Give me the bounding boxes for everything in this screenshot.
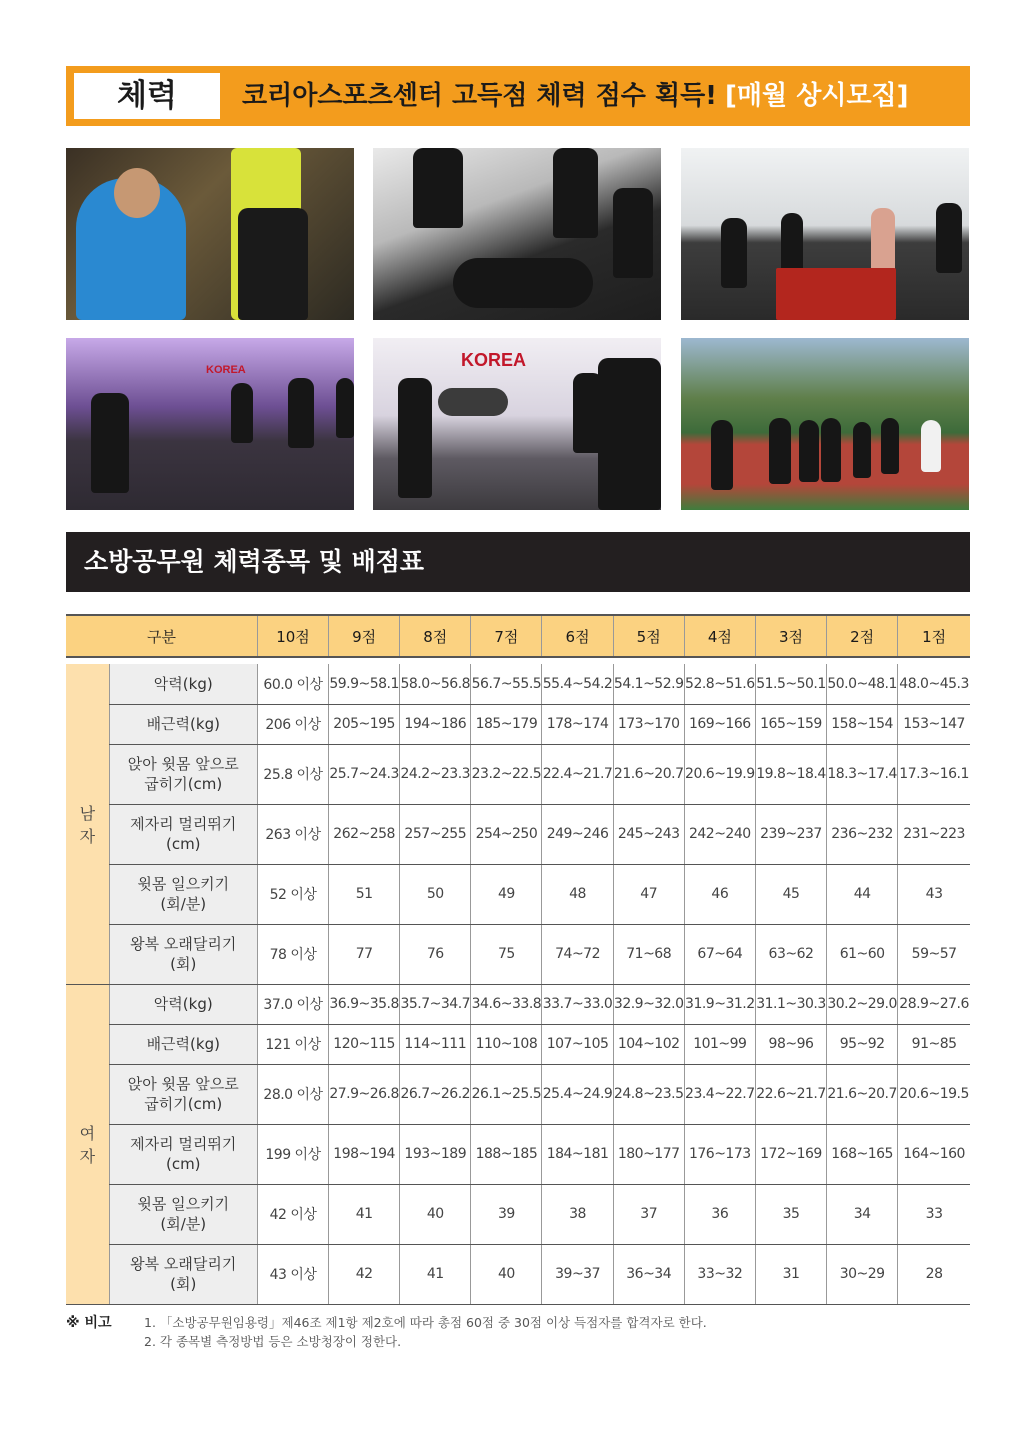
score-cell: 231~223 [898,804,970,864]
score-cell: 165~159 [755,704,826,744]
header-cell: 8점 [400,615,471,657]
score-cell: 173~170 [613,704,684,744]
note-line: 2. 각 종목별 측정방법 등은 소방청장이 정한다. [144,1334,402,1349]
score-cell: 30.2~29.0 [827,984,898,1024]
score-cell: 75 [471,924,542,984]
score-cell: 30~29 [827,1244,898,1304]
score-cell: 206 이상 [257,704,328,744]
table-row [66,1244,970,1304]
score-cell: 49 [471,864,542,924]
score-cell: 20.6~19.5 [898,1064,970,1124]
score-table [66,614,970,1305]
score-cell: 63~62 [755,924,826,984]
score-cell: 27.9~26.8 [329,1064,400,1124]
score-cell: 91~85 [898,1024,970,1064]
score-cell: 51.5~50.1 [755,664,826,704]
photo-gym-exercise [681,148,969,320]
score-cell: 48.0~45.3 [898,664,970,704]
photo-running-track [681,338,969,510]
event-label: 배근력(kg) [109,1024,257,1064]
score-cell: 20.6~19.9 [684,744,755,804]
table-row [66,704,970,744]
table-row [66,1024,970,1064]
score-cell: 76 [400,924,471,984]
score-cell: 22.4~21.7 [542,744,613,804]
event-label: 앉아 윗몸 앞으로 굽히기(cm) [109,744,257,804]
header-cell: 6점 [542,615,613,657]
header-banner [66,66,970,126]
score-cell: 107~105 [542,1024,613,1064]
score-cell: 98~96 [755,1024,826,1064]
table-row [66,984,970,1024]
score-cell: 254~250 [471,804,542,864]
table-row [66,1064,970,1124]
score-cell: 37 [613,1184,684,1244]
score-cell: 17.3~16.1 [898,744,970,804]
score-cell: 249~246 [542,804,613,864]
score-cell: 33 [898,1184,970,1244]
score-cell: 194~186 [400,704,471,744]
score-cell: 104~102 [613,1024,684,1064]
score-cell: 245~243 [613,804,684,864]
score-cell: 59.9~58.1 [329,664,400,704]
score-cell: 257~255 [400,804,471,864]
score-cell: 32.9~32.0 [613,984,684,1024]
score-cell: 50 [400,864,471,924]
table-row [66,924,970,984]
score-cell: 59~57 [898,924,970,984]
score-cell: 24.2~23.3 [400,744,471,804]
score-cell: 28 [898,1244,970,1304]
table-row [66,664,970,704]
header-cell: 1점 [898,615,970,657]
banner-recruit-note: [매월 상시모집] [725,81,909,111]
score-cell: 51 [329,864,400,924]
score-cell: 114~111 [400,1024,471,1064]
score-cell: 36~34 [613,1244,684,1304]
banner-tag: 체력 [74,73,220,119]
score-cell: 184~181 [542,1124,613,1184]
score-cell: 176~173 [684,1124,755,1184]
header-cell: 2점 [827,615,898,657]
event-label: 제자리 멀리뛰기 (cm) [109,804,257,864]
table-header-row [66,615,970,657]
score-cell: 36.9~35.8 [329,984,400,1024]
score-cell: 25.7~24.3 [329,744,400,804]
score-cell: 19.8~18.4 [755,744,826,804]
score-cell: 26.1~25.5 [471,1064,542,1124]
score-cell: 43 [898,864,970,924]
score-cell: 52.8~51.6 [684,664,755,704]
score-cell: 33~32 [684,1244,755,1304]
table-row [66,1124,970,1184]
score-cell: 34 [827,1184,898,1244]
score-cell: 41 [329,1184,400,1244]
score-cell: 110~108 [471,1024,542,1064]
score-cell: 48 [542,864,613,924]
score-cell: 169~166 [684,704,755,744]
score-cell: 164~160 [898,1124,970,1184]
event-label: 악력(kg) [109,984,257,1024]
event-label: 왕복 오래달리기 (회) [109,1244,257,1304]
table-row [66,744,970,804]
score-cell: 263 이상 [257,804,328,864]
score-cell: 23.2~22.5 [471,744,542,804]
score-cell: 28.9~27.6 [898,984,970,1024]
header-cell: 3점 [755,615,826,657]
score-cell: 185~179 [471,704,542,744]
score-cell: 39 [471,1184,542,1244]
table-row [66,1184,970,1244]
header-cell: 9점 [329,615,400,657]
score-cell: 236~232 [827,804,898,864]
score-cell: 74~72 [542,924,613,984]
score-cell: 54.1~52.9 [613,664,684,704]
score-cell: 23.4~22.7 [684,1064,755,1124]
table-spacer [66,657,970,664]
score-cell: 36 [684,1184,755,1244]
score-cell: 31 [755,1244,826,1304]
note-line: 1. 「소방공무원임용령」제46조 제1항 제2호에 따라 총점 60점 중 30점 이상 득점자를 합격자로 한다. [144,1315,707,1330]
score-cell: 95~92 [827,1024,898,1064]
score-cell: 120~115 [329,1024,400,1064]
score-cell: 34.6~33.8 [471,984,542,1024]
score-cell: 40 [400,1184,471,1244]
banner-title [242,66,909,126]
score-cell: 40 [471,1244,542,1304]
header-cell: 구분 [66,615,257,657]
score-cell: 38 [542,1184,613,1244]
score-cell: 178~174 [542,704,613,744]
score-cell: 35 [755,1184,826,1244]
score-cell: 33.7~33.0 [542,984,613,1024]
score-cell: 198~194 [329,1124,400,1184]
score-cell: 31.9~31.2 [684,984,755,1024]
score-cell: 71~68 [613,924,684,984]
header-cell: 4점 [684,615,755,657]
event-label: 왕복 오래달리기 (회) [109,924,257,984]
event-label: 제자리 멀리뛰기 (cm) [109,1124,257,1184]
score-cell: 43 이상 [257,1244,328,1304]
gym-sign-1: KOREA [206,364,246,376]
gender-cell: 여 자 [66,984,109,1304]
score-cell: 42 [329,1244,400,1304]
score-cell: 158~154 [827,704,898,744]
table-row [66,864,970,924]
score-cell: 46 [684,864,755,924]
score-cell: 26.7~26.2 [400,1064,471,1124]
score-cell: 18.3~17.4 [827,744,898,804]
score-cell: 188~185 [471,1124,542,1184]
score-cell: 242~240 [684,804,755,864]
score-cell: 205~195 [329,704,400,744]
notes-heading: ※ 비고 [66,1315,112,1331]
score-cell: 61~60 [827,924,898,984]
score-cell: 52 이상 [257,864,328,924]
score-cell: 193~189 [400,1124,471,1184]
table-row [66,804,970,864]
score-cell: 44 [827,864,898,924]
event-label: 윗몸 일으키기 (회/분) [109,864,257,924]
score-cell: 56.7~55.5 [471,664,542,704]
score-cell: 77 [329,924,400,984]
score-cell: 25.8 이상 [257,744,328,804]
score-cell: 78 이상 [257,924,328,984]
header-cell: 5점 [613,615,684,657]
score-cell: 24.8~23.5 [613,1064,684,1124]
score-cell: 199 이상 [257,1124,328,1184]
score-cell: 35.7~34.7 [400,984,471,1024]
score-cell: 172~169 [755,1124,826,1184]
score-cell: 121 이상 [257,1024,328,1064]
score-cell: 25.4~24.9 [542,1064,613,1124]
event-label: 앉아 윗몸 앞으로 굽히기(cm) [109,1064,257,1124]
score-cell: 180~177 [613,1124,684,1184]
score-cell: 168~165 [827,1124,898,1184]
event-label: 윗몸 일으키기 (회/분) [109,1184,257,1244]
score-cell: 41 [400,1244,471,1304]
score-cell: 101~99 [684,1024,755,1064]
score-cell: 21.6~20.7 [613,744,684,804]
score-cell: 50.0~48.1 [827,664,898,704]
header-cell: 10점 [257,615,328,657]
score-cell: 47 [613,864,684,924]
score-cell: 55.4~54.2 [542,664,613,704]
header-cell: 7점 [471,615,542,657]
score-cell: 42 이상 [257,1184,328,1244]
score-cell: 37.0 이상 [257,984,328,1024]
score-cell: 67~64 [684,924,755,984]
score-cell: 60.0 이상 [257,664,328,704]
gender-cell: 남 자 [66,664,109,984]
score-cell: 153~147 [898,704,970,744]
score-cell: 21.6~20.7 [827,1064,898,1124]
event-label: 배근력(kg) [109,704,257,744]
photo-coach-training [66,148,354,320]
event-label: 악력(kg) [109,664,257,704]
photo-stretching [373,148,661,320]
section-title: 소방공무원 체력종목 및 배점표 [84,547,425,576]
score-cell: 45 [755,864,826,924]
section-header [66,532,970,592]
photo-purple-hall [66,338,354,510]
score-cell: 22.6~21.7 [755,1064,826,1124]
score-cell: 39~37 [542,1244,613,1304]
photo-korea-wall [373,338,661,510]
score-cell: 31.1~30.3 [755,984,826,1024]
gym-sign-2: KOREA [461,350,527,370]
score-cell: 58.0~56.8 [400,664,471,704]
score-cell: 28.0 이상 [257,1064,328,1124]
score-cell: 262~258 [329,804,400,864]
banner-title-text: 코리아스포츠센터 고득점 체력 점수 획득! [242,81,718,111]
score-cell: 239~237 [755,804,826,864]
